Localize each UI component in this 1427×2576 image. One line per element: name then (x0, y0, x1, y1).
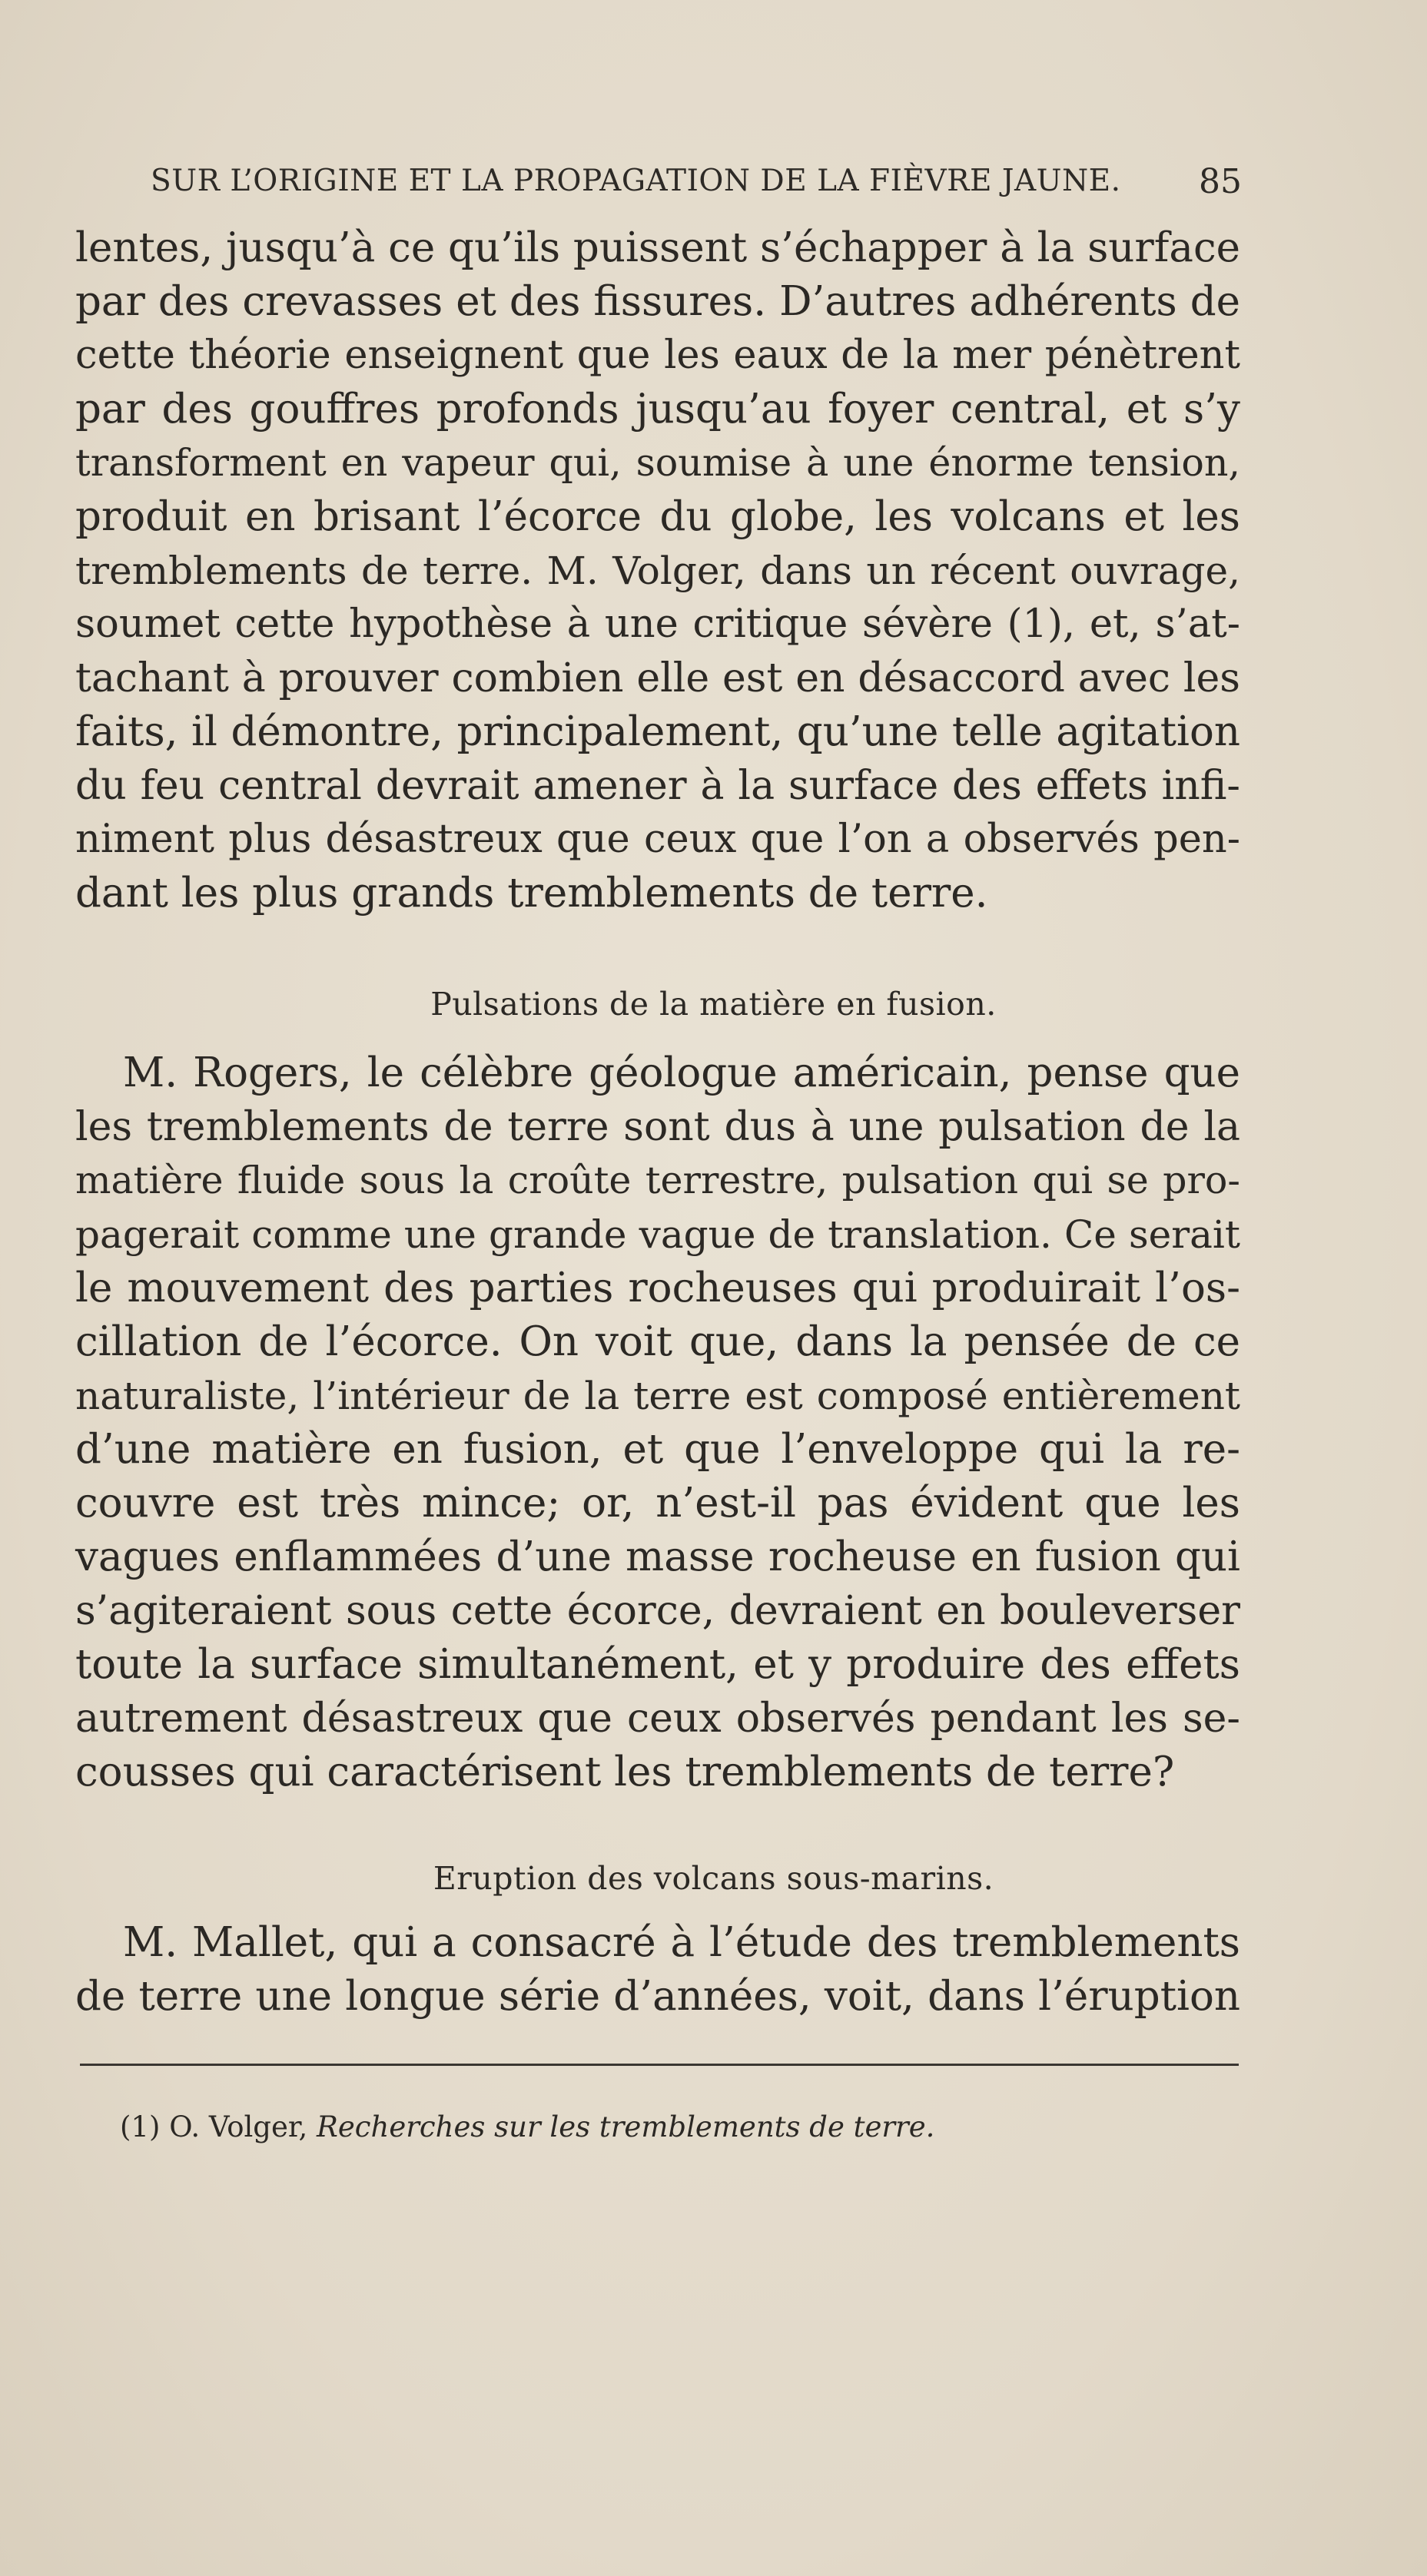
text-line: lentes, jusqu’à ce qu’ils puissent s’échapper à la surface (75, 224, 1240, 271)
text-line: niment plus désastreux que ceux que l’on a observés pen- (75, 817, 1240, 862)
text-line: matière fluide sous la croûte terrestre, pulsation qui se pro- (75, 1159, 1240, 1202)
text-line: naturaliste, l’intérieur de la terre est composé entièrement (75, 1374, 1240, 1418)
text-line: de terre une longue série d’années, voit, dans l’éruption (75, 1973, 1240, 2020)
text-line: dant les plus grands tremblements de terre. (75, 870, 988, 917)
text-line: cousses qui caractérisent les tremblements de terre? (75, 1749, 1175, 1795)
text-line: toute la surface simultanément, et y produire des effets (75, 1641, 1240, 1688)
page-number: 85 (1199, 162, 1242, 201)
text-line: couvre est très mince; or, n’est-il pas évident que les (75, 1480, 1240, 1527)
text-line: les tremblements de terre sont dus à une pulsation de la (75, 1104, 1240, 1150)
footnote (120, 2110, 934, 2145)
text-line: M. Mallet, qui a consacré à l’étude des tremblements (123, 1919, 1240, 1966)
text-line: faits, il démontre, principalement, qu’une telle agitation (75, 708, 1240, 755)
text-line: transforment en vapeur qui, soumise à une énorme tension, (75, 441, 1240, 485)
text-line: tremblements de terre. M. Volger, dans un récent ouvrage, (75, 549, 1240, 593)
text-line: produit en brisant l’écorce du globe, les volcans et les (75, 493, 1240, 540)
text-line: s’agiteraient sous cette écorce, devraient en bouleverser (75, 1588, 1240, 1634)
text-line: d’une matière en fusion, et que l’enveloppe qui la re- (75, 1426, 1240, 1473)
running-title: SUR L’ORIGINE ET LA PROPAGATION DE LA FIÈVRE JAUNE. (151, 164, 1121, 198)
section-heading: Eruption des volcans sous-marins. (433, 1860, 994, 1897)
text-line: le mouvement des parties rocheuses qui produirait l’os- (75, 1265, 1240, 1311)
text-line: cillation de l’écorce. On voit que, dans la pensée de ce (75, 1318, 1240, 1365)
text-line: M. Rogers, le célèbre géologue américain, pense que (123, 1049, 1240, 1096)
text-line: cette théorie enseignent que les eaux de la mer pénètrent (75, 333, 1240, 378)
text-line: par des crevasses et des fissures. D’autres adhérents de (75, 278, 1240, 325)
text-line: du feu central devrait amener à la surface des effets infi- (75, 763, 1240, 809)
page-header (151, 157, 1242, 204)
text-line: autrement désastreux que ceux observés pendant les se- (75, 1696, 1240, 1742)
text-line: par des gouffres profonds jusqu’au foyer central, et s’y (75, 386, 1240, 433)
text-line: vagues enflammées d’une masse rocheuse en fusion qui (75, 1533, 1240, 1580)
text-line: pagerait comme une grande vague de translation. Ce serait (75, 1212, 1240, 1257)
section-heading: Pulsations de la matière en fusion. (430, 986, 997, 1023)
footnote-divider (80, 2064, 1239, 2066)
footnote-title: Recherches sur les tremblements de terre. (317, 2110, 935, 2143)
footnote-marker: (1) (120, 2110, 161, 2143)
text-line: tachant à prouver combien elle est en désaccord avec les (75, 655, 1240, 701)
footnote-author: O. Volger, (169, 2110, 308, 2143)
text-line: soumet cette hypothèse à une critique sévère (1), et, s’at- (75, 602, 1240, 647)
